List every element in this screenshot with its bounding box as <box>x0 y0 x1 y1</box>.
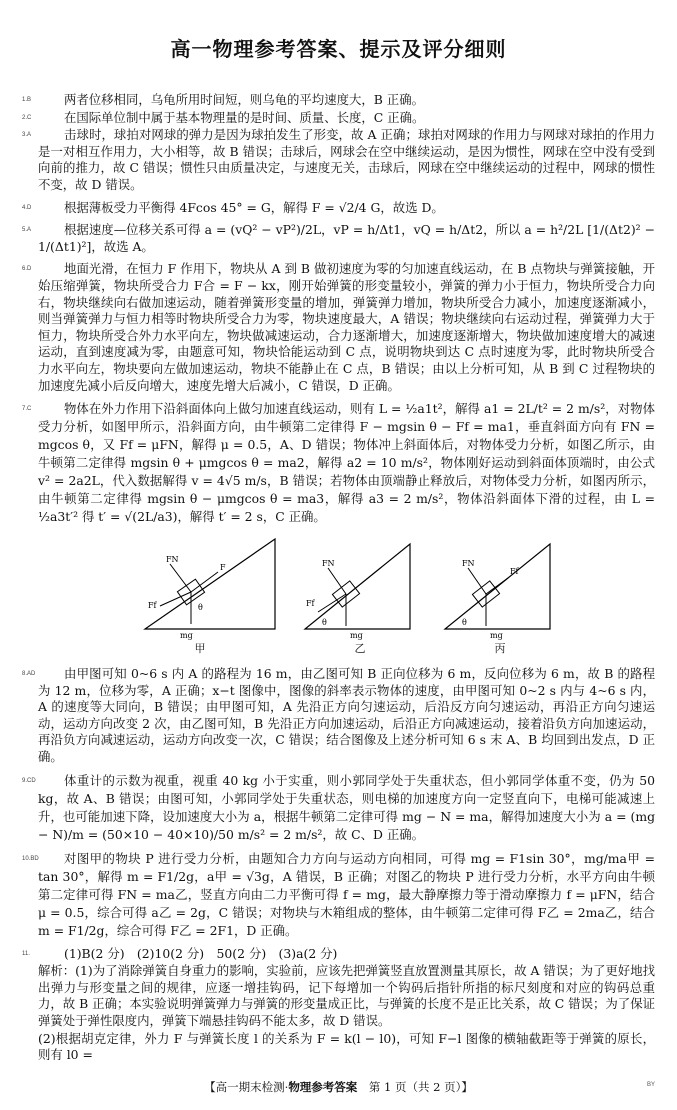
answer-7 <box>22 400 655 526</box>
answer-text: 物体在外力作用下沿斜面体向上做匀加速直线运动，则有 L = ½a1t²，解得 a1 = 2L/t² = 2 m/s²，对物体受力分析，如图甲所示，沿斜面方向，由牛顿第二定律得 F − mgsin θ − Ff = ma1，垂直斜面方向有 FN = mgcos θ，又 Ff = μFN，解得 μ = 0.5，A、D 错误；物体冲上斜面体后，对物体受力分析，如图乙所示，由牛顿第二定律得 mgsin θ + μmgcos θ = ma2，解得 a2 = 10 m/s²，物体刚好运动到斜面体顶端时，由公式 v² = 2a2L，代入数据解得 v = 4√5 m/s，B 错误；若物体由顶端静止释放后，对物体受力分析，如图丙所示，由牛顿第二定律得 mgsin θ − μmgcos θ = ma3，解得 a3 = 2 m/s²，物体沿斜面体下滑的过程，由 L = ½a3t′² 得 t′ = √(2L/a3)，解得 t′ = 2 s，C 正确。 <box>38 401 655 525</box>
answer-text: 击球时，球拍对网球的弹力是因为球拍发生了形变，故 A 正确；球拍对网球的作用力与网球对球拍的作用力是一对相互作用力，大小相等，故 B 错误；击球后，网球会在空中继续运动，是因为惯性，网球在空中没有受到向前的推力，故 C 错误；惯性只由质量决定，与速度无关，击球后，网球在空中继续运动的过程中，网球的惯性不变，故 D 错误。 <box>38 127 655 192</box>
answer-text: (2)根据胡克定律，外力 F 与弹簧长度 l 的关系为 F = k(l − l0)，可知 F−l 图像的横轴截距等于弹簧的原长，则有 l0 = <box>38 1030 655 1063</box>
answer-text: 根据速度—位移关系可得 a = (vQ² − vP²)/2L，vP = h/Δt1，vQ = h/Δt2，所以 a = h²/2L [1/(Δt2)² − 1/(Δt1)²]，故选 A。 <box>38 222 655 254</box>
answer-number: 9.CD <box>22 777 36 784</box>
answer-1 <box>22 92 655 109</box>
answer-9 <box>22 772 655 844</box>
answer-10 <box>22 850 655 940</box>
incline-diagram <box>300 534 420 640</box>
force-diagrams <box>140 534 560 658</box>
answer-number: 3.A <box>22 132 32 139</box>
answer-number: 1.B <box>22 97 32 103</box>
svg-text:mg: mg <box>490 631 503 641</box>
answer-11 <box>22 945 655 963</box>
answer-text: 对图甲的物块 P 进行受力分析，由题知合力方向与运动方向相同，可得 mg = F1sin 30°，mg/ma甲 = tan 30°，解得 m = F1/2g，a甲 = √3g，A 错误，B 正确；对图乙的物块 P 进行受力分析，水平方向由牛顿第二定律可得 FN = ma乙，竖直方向由二力平衡可得 f = mg，最大静摩擦力等于滑动摩擦力 f = μFN，结合 μ = 0.5，综合可得 a乙 = 2g，C 错误；对物块与木箱组成的整体，由牛顿第二定律可得 F乙 = 2ma乙，结合 m = F1/2g，综合可得 F乙 = 2F1，D 正确。 <box>38 850 655 938</box>
answer-number: 2.C <box>22 114 32 121</box>
answer-text: 体重计的示数为视重，视重 40 kg 小于实重，则小郭同学处于失重状态，但小郭同学体重不变，仍为 50 kg，故 A、B 错误；由图可知，小郭同学处于失重状态，则电梯的加速度方向一定竖直向下，电梯可能减速上升，也可能加速下降，设加速度大小为 a，根据牛顿第二定律可得 mg − N = ma，解得加速度大小为 a = (mg − N)/m = (50×10 − 40×10)/50 m/s² = 2 m/s²，故 C、D 正确。 <box>38 772 655 842</box>
figure-yi <box>300 534 440 658</box>
svg-text:Ff: Ff <box>148 601 157 611</box>
svg-text:θ: θ <box>322 618 327 628</box>
svg-text:Ff: Ff <box>306 599 315 609</box>
answer-number: 8.AD <box>22 671 36 678</box>
svg-text:Ff: Ff <box>510 567 519 577</box>
incline-diagram <box>140 534 280 640</box>
answer-text: 在国际单位制中属于基本物理量的是时间、质量、长度，C 正确。 <box>64 109 425 125</box>
answer-number: 10.BD <box>22 855 39 862</box>
answer-number: 11. <box>22 950 30 957</box>
answer-4 <box>22 199 655 217</box>
answer-2 <box>22 109 655 127</box>
answer-5 <box>22 222 655 255</box>
answer-number: 6.D <box>22 266 32 273</box>
answer-number: 5.A <box>22 227 32 234</box>
page-title: 高一物理参考答案、提示及评分细则 <box>170 37 507 61</box>
svg-text:FN: FN <box>166 555 179 565</box>
figure-label: 乙 <box>354 642 366 656</box>
svg-text:θ: θ <box>198 603 203 613</box>
answer-text: 根据薄板受力平衡得 4Fcos 45° = G，解得 F = √2/4 G，故选 D。 <box>64 199 444 215</box>
figure-bing <box>440 534 580 658</box>
answer-text: 两者位移相同，乌龟所用时间短，则乌龟的平均速度大，B 正确。 <box>64 92 424 107</box>
page-footer-row <box>0 1078 677 1096</box>
svg-text:mg: mg <box>180 631 193 641</box>
answer-number: 7.C <box>22 406 32 413</box>
incline-diagram <box>440 534 560 640</box>
footer-subject: 物理参考答案 <box>288 1079 358 1094</box>
svg-text:FN: FN <box>322 559 335 569</box>
page-footer <box>0 1078 677 1096</box>
footer-prefix: 【高一期末检测· <box>204 1079 289 1094</box>
answer-number: 4.D <box>22 204 32 211</box>
footer-code: BY <box>646 1081 655 1088</box>
answer-text: 由甲图可知 0~6 s 内 A 的路程为 16 m，由乙图可知 B 正向位移为 6 m，反向位移为 6 m，故 B 的路程为 12 m，位移为零，A 正确；x−t 图像中，图像的斜率表示物体的速度，由甲图可知 0~2 s 内与 4~6 s 内，A 的速度等大同向，B 错误；由甲图可知，A 先沿正方向匀速运动，后沿反方向匀速运动，再沿正方向匀速运动，运动方向改变 2 次，由乙图可知，B 先沿正方向加速运动，后沿正方向减速运动，接着沿负方向加速运动，再沿负方向减速运动，运动方向改变一次，C 错误；结合图像及上述分析可知 6 s 末 A、B 均回到出发点，D 正确。 <box>38 666 655 765</box>
footer-page: 第 1 页（共 2 页）】 <box>368 1079 473 1094</box>
figure-label: 甲 <box>194 642 206 656</box>
answer-3 <box>22 127 655 193</box>
answer-text: (1)B(2 分) (2)10(2 分) 50(2 分) (3)a(2 分) <box>64 945 338 961</box>
answer-11-part2 <box>38 1031 655 1064</box>
figure-jia <box>140 534 280 658</box>
answer-text: 解析：(1)为了消除弹簧自身重力的影响，实验前，应该先把弹簧竖直放置测量其原长，故 A 错误；为了更好地找出弹力与形变量之间的规律，应逐一增挂钩码，记下每增加一个钩码后指针所指的标尺刻度和对应的钩码总重力，故 B 正确；本实验说明弹簧弹力与弹簧的形变量成正比，与弹簧的长度不是正比关系，故 C 错误；为了保证弹簧处于弹性限度内，弹簧下端悬挂钩码不能太多，故 D 错误。 <box>38 963 655 1029</box>
svg-text:F: F <box>220 563 226 573</box>
svg-text:mg: mg <box>350 631 363 641</box>
svg-text:θ: θ <box>462 618 467 628</box>
svg-text:FN: FN <box>462 559 475 569</box>
figure-label: 丙 <box>494 642 506 656</box>
answer-11-analysis <box>38 963 655 1029</box>
answer-6 <box>22 261 655 394</box>
answer-text: 地面光滑，在恒力 F 作用下，物块从 A 到 B 做初速度为零的匀加速直线运动，在 B 点物块与弹簧接触，开始压缩弹簧，物块所受合力 F合 = F − kx，刚开始弹簧的形变量较小，弹簧的弹力小于恒力，物块所受合力向右，物块继续向右做加速运动，随着弹簧形变量的增加，弹簧弹力增加，物块所受合力减小，加速度逐渐减小，则当弹簧弹力与恒力相等时物块所受合力为零，物块速度最大，A 错误；物块继续向右运动过程，弹簧弹力大于恒力，物块所受合外力水平向左，物块做减速运动，合力逐渐增大，加速度逐渐增大，物块做加速度增大的减速运动，直到速度减为零，由题意可知，物块恰能运动到 C 点，说明物块到达 C 点时速度为零，此时物块所受合力水平向左，物块要向左做加速运动，物块不能静止在 C 点，B 错误；由以上分析可知，从 B 到 C 过程物块的加速度先减小后反向增大，速度先增大后减小，C 错误，D 正确。 <box>38 261 655 393</box>
answer-8 <box>22 666 655 766</box>
